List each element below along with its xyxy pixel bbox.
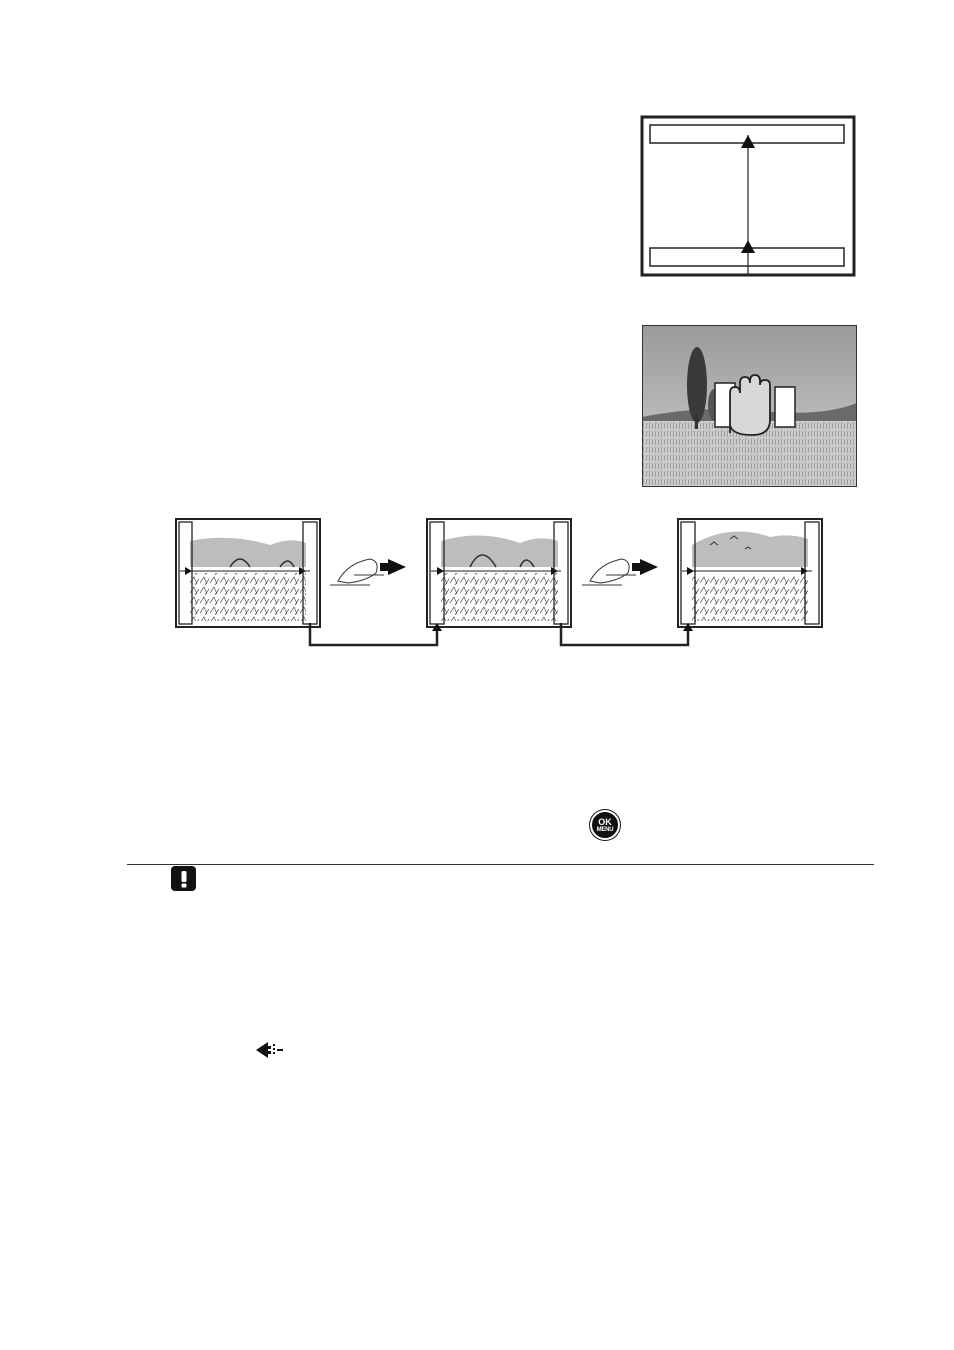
panorama-sequence-illustration (170, 515, 830, 655)
caution-icon (171, 866, 196, 891)
shake-warning-photo (642, 325, 857, 487)
panorama-frame-3 (678, 519, 822, 627)
arrow-left-dotted-icon (254, 1040, 286, 1060)
panorama-frame-1 (176, 519, 320, 627)
panorama-frame-2 (427, 519, 571, 627)
panorama-guide-frame (640, 115, 856, 279)
ok-menu-button-icon: OK MENU (590, 810, 620, 840)
section-divider (127, 864, 874, 865)
